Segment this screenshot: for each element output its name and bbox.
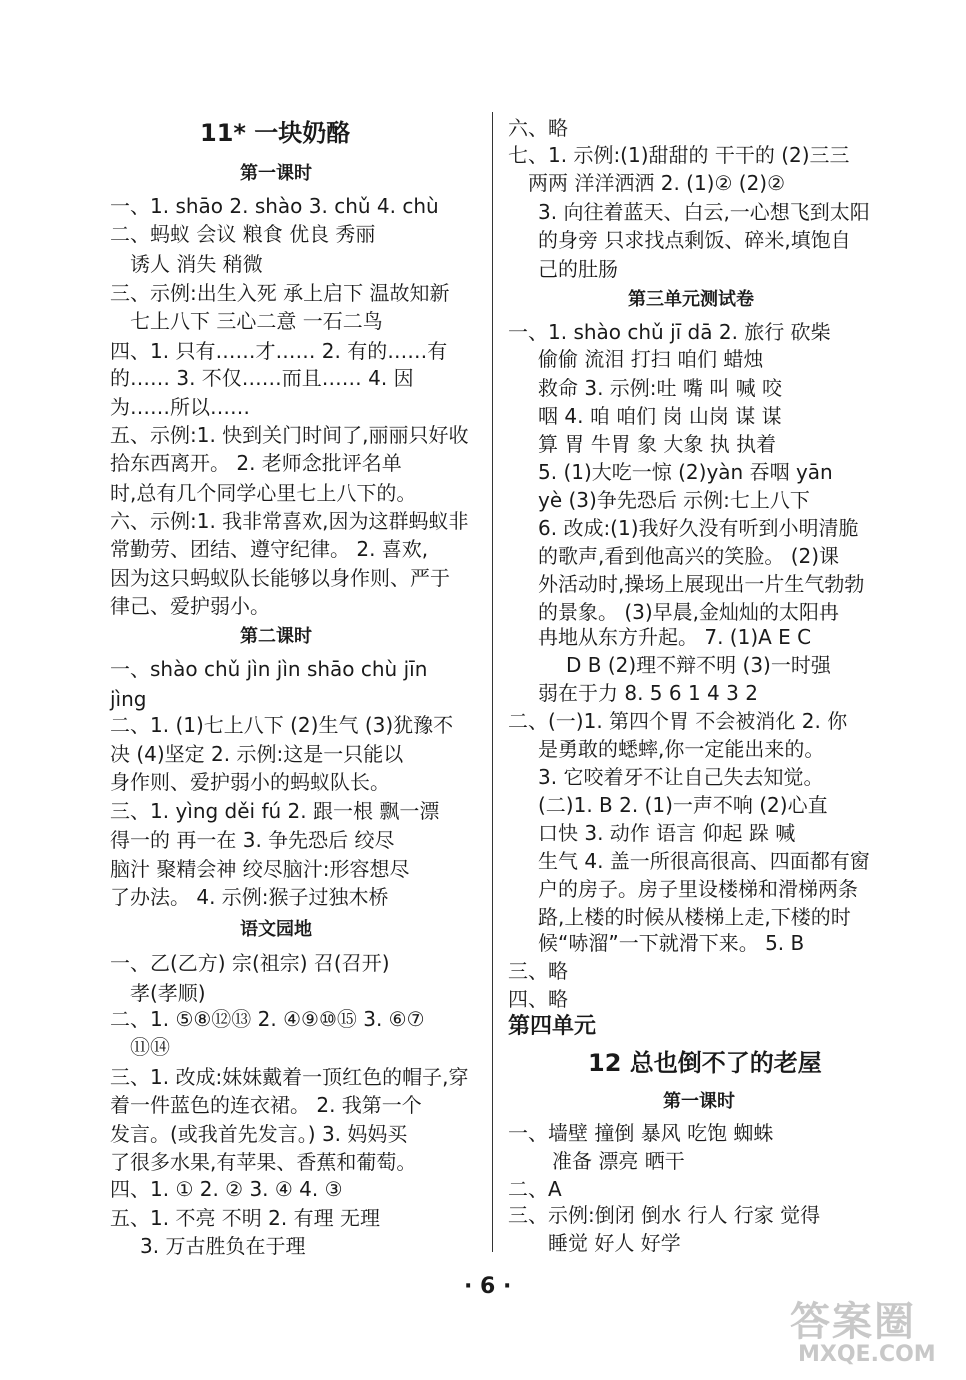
answer-line: 一、1. shào chǔ jī dā 2. 旅行 砍柴 <box>508 320 831 344</box>
answer-line: 着一件蓝色的连衣裙。 2. 我第一个 <box>110 1093 422 1117</box>
answer-line: 算 胃 牛胃 象 大象 执 执着 <box>538 432 777 456</box>
answer-line: 七、1. 示例:(1)甜甜的 干干的 (2)三三 <box>508 143 850 167</box>
answer-line: 诱人 消失 稍微 <box>130 252 263 276</box>
answer-line: 口快 3. 动作 语言 仰起 跺 喊 <box>538 821 796 845</box>
answer-line: 孝(孝顺) <box>130 981 206 1005</box>
answer-line: 候“哧溜”一下就滑下来。 5. B <box>538 931 805 955</box>
answer-line: 生气 4. 盖一所很高很高、四面都有窗 <box>538 849 870 873</box>
answer-line: 的身旁 只求找点剩饭、碎米,填饱自 <box>538 228 851 252</box>
answer-line: 二、1. ⑤⑧⑫⑬ 2. ④⑨⑩⑮ 3. ⑥⑦ <box>110 1007 425 1031</box>
answer-line: 三、略 <box>508 959 568 983</box>
answer-line: ⑪⑭ <box>130 1035 170 1059</box>
watermark-url: MXQE.COM <box>798 1342 936 1367</box>
answer-line: 拾东西离开。 2. 老师念批评名单 <box>110 451 402 475</box>
answer-line: 两两 洋洋洒洒 2. (1)② (2)② <box>528 171 786 195</box>
answer-line: D B (2)理不辩不明 (3)一时强 <box>566 653 831 677</box>
answer-line: 六、略 <box>508 116 568 140</box>
answer-line: 三、示例:出生入死 承上启下 温故知新 <box>110 281 450 305</box>
answer-line: 因为这只蚂蚁队长能够以身作则、严于 <box>110 566 450 590</box>
answer-line: 户的房子。房子里设楼梯和滑梯两条 <box>538 877 858 901</box>
answer-line: 发言。(或我首先发言。) 3. 妈妈买 <box>110 1122 408 1146</box>
answer-line: 时,总有几个同学心里七上八下的。 <box>110 481 417 505</box>
answer-line: 一、乙(乙方) 宗(祖宗) 召(召开) <box>110 951 390 975</box>
answer-line: 五、1. 不亮 不明 2. 有理 无理 <box>110 1206 380 1230</box>
answer-line: (二)1. B 2. (1)一声不响 (2)心直 <box>538 793 828 817</box>
answer-line: 3. 它咬着牙不让自己失去知觉。 <box>538 765 824 789</box>
answer-line: 的歌声,看到他高兴的笑脸。 (2)课 <box>538 544 840 568</box>
answer-line: 5. (1)大吃一惊 (2)yàn 吞咽 yān <box>538 460 833 484</box>
section-heading-lesson1: 第一课时 <box>240 163 312 184</box>
answer-line: 决 (4)坚定 2. 示例:这是一只能以 <box>110 742 404 766</box>
answer-line: 二、蚂蚁 会议 粮食 优良 秀丽 <box>110 222 376 246</box>
answer-line: 得一的 再一在 3. 争先恐后 绞尽 <box>110 828 395 852</box>
answer-line: 三、示例:倒闭 倒水 行人 行家 觉得 <box>508 1203 821 1227</box>
lesson-title-11: 11* 一块奶酪 <box>200 119 351 147</box>
answer-line: 的景象。 (3)早晨,金灿灿的太阳冉 <box>538 600 840 624</box>
answer-line: 三、1. 改成:妹妹戴着一顶红色的帽子,穿 <box>110 1065 469 1089</box>
answer-line: 二、(一)1. 第四个胃 不会被消化 2. 你 <box>508 709 848 733</box>
answer-line: 六、示例:1. 我非常喜欢,因为这群蚂蚁非 <box>110 509 469 533</box>
lesson-title-12: 12 总也倒不了的老屋 <box>588 1049 822 1077</box>
answer-line: 偷偷 流泪 打扫 咱们 蜡烛 <box>538 347 764 371</box>
section-heading-lesson2: 第二课时 <box>240 626 312 647</box>
answer-line: jìng <box>110 687 147 711</box>
watermark-main: 答案圈 <box>790 1299 916 1345</box>
answer-line: 冉地从东方升起。 7. (1)A E C <box>538 625 812 649</box>
answer-line: 七上八下 三心二意 一石二鸟 <box>130 309 383 333</box>
answer-line: 为……所以…… <box>110 395 250 419</box>
section-heading-garden: 语文园地 <box>240 919 312 940</box>
answer-line: 四、略 <box>508 987 568 1011</box>
answer-line: 了办法。 4. 示例:猴子过独木桥 <box>110 885 389 909</box>
answer-line: 律己、爱护弱小。 <box>110 594 270 618</box>
answer-line: 脑汁 聚精会神 绞尽脑汁:形容想尽 <box>110 857 410 881</box>
answer-line: 三、1. yìng děi fú 2. 跟一根 飘一漂 <box>110 799 440 823</box>
answer-line: 了很多水果,有苹果、香蕉和葡萄。 <box>110 1150 417 1174</box>
answer-line: 外活动时,操场上展现出一片生气勃勃 <box>538 572 865 596</box>
answer-line: 路,上楼的时候从楼梯上走,下楼的时 <box>538 905 851 929</box>
answer-line: 二、1. (1)七上八下 (2)生气 (3)犹豫不 <box>110 713 454 737</box>
column-divider <box>492 112 493 1252</box>
answer-line: 3. 万古胜负在于理 <box>140 1234 306 1258</box>
answer-line: 咽 4. 咱 咱们 岗 山岗 谋 谋 <box>538 404 782 428</box>
unit-heading: 第四单元 <box>508 1014 597 1039</box>
watermark-logo <box>790 1290 960 1374</box>
answer-line: 救命 3. 示例:吐 嘴 叫 喊 咬 <box>538 376 782 400</box>
answer-line: 四、1. ① 2. ② 3. ④ 4. ③ <box>110 1177 343 1201</box>
answer-line: 四、1. 只有……才…… 2. 有的……有 <box>110 339 448 363</box>
answer-line: 6. 改成:(1)我好久没有听到小明清脆 <box>538 516 859 540</box>
answer-line: 的…… 3. 不仅……而且…… 4. 因 <box>110 366 414 390</box>
answer-line: 睡觉 好人 好学 <box>548 1231 681 1255</box>
answer-line: 己的肚肠 <box>538 257 618 281</box>
answer-line: 3. 向往着蓝天、白云,一心想飞到太阳 <box>538 200 870 224</box>
answer-line: 一、1. shāo 2. shào 3. chǔ 4. chù <box>110 194 439 218</box>
answer-line: 常勤劳、团结、遵守纪律。 2. 喜欢, <box>110 537 429 561</box>
page-number: · 6 · <box>464 1274 512 1299</box>
answer-line: 五、示例:1. 快到关门时间了,丽丽只好收 <box>110 423 469 447</box>
answer-line: yè (3)争先恐后 示例:七上八下 <box>538 488 810 512</box>
answer-line: 一、shào chǔ jìn jìn shāo chù jīn <box>110 657 428 681</box>
section-heading-lesson1-r: 第一课时 <box>663 1091 735 1112</box>
answer-line: 弱在于力 8. 5 6 1 4 3 2 <box>538 681 758 705</box>
answer-line: 准备 漂亮 晒干 <box>552 1149 685 1173</box>
section-heading-unit3-test: 第三单元测试卷 <box>628 289 754 310</box>
answer-line: 二、A <box>508 1177 562 1201</box>
answer-line: 身作则、爱护弱小的蚂蚁队长。 <box>110 770 390 794</box>
answer-line: 一、墙壁 撞倒 暴风 吃饱 蜘蛛 <box>508 1121 774 1145</box>
answer-line: 是勇敢的蟋蟀,你一定能出来的。 <box>538 737 825 761</box>
